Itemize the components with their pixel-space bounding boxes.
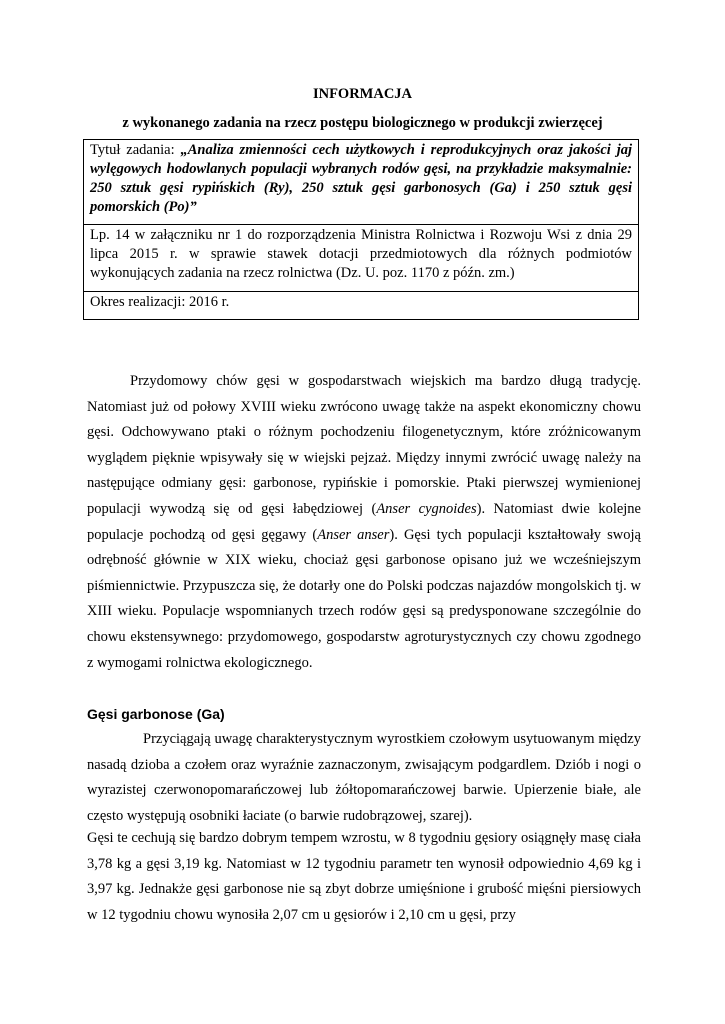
species-name-swan-goose: Anser cygnoides [376, 500, 477, 517]
legal-basis-cell: Lp. 14 w załączniku nr 1 do rozporządzenia Ministra Rolnictwa i Rozwoju Wsi z dnia 29 lipca 2015 r. w sprawie stawek dotacji przedmiotowych dla różnych podmiotów wykonujących zadania na rzecz rolnictwa (Dz. U. poz. 1170 z późn. zm.) [84, 224, 638, 291]
garbonose-description-paragraph: Przyciągają uwagę charakterystycznym wyrostkiem czołowym usytuowanym między nasadą dzioba a czołem oraz wyraźnie zaznaczonym, zwisającym podgardlem. Dziób i nogi o wyrazistej czerwonopomarańczowej lub żółtopomarańczowej barwie. Upierzenie białe, ale często występują osobniki łaciate (o barwie rudobrązowej, szarej). [87, 731, 641, 824]
task-title-text: „Analiza zmienności cech użytkowych i reprodukcyjnych oraz jakości jaj wylęgowych hodowlanych populacji wybranych rodów gęsi, na przykładzie maksymalnie: 250 sztuk gęsi rypińskich (Ry), 250 sztuk gęsi garbonosych (Ga) i 250 sztuk gęsi pomorskich (Po)” [90, 142, 632, 215]
section-heading-garbonose: Gęsi garbonose (Ga) [87, 706, 225, 722]
document-title: INFORMACJA [312, 86, 413, 102]
garbonose-growth-paragraph: Gęsi te cechują się bardzo dobrym tempem wzrostu, w 8 tygodniu gęsiory osiągnęły masę ciała 3,78 kg a gęsi 3,19 kg. Natomiast w 12 tygodniu parametr ten wynosił odpowiednio 4,69 kg i 3,97 kg. Jednakże gęsi garbonose nie są zbyt dobrze umięśnione i grubość mięśni piersiowych w 12 tygodniu chowu wynosiła 2,07 cm u gęsiorów i 2,10 cm u gęsi, przy [87, 830, 641, 923]
document-subtitle: z wykonanego zadania na rzecz postępu biologicznego w produkcji zwierzęcej [122, 115, 603, 131]
intro-paragraph [87, 369, 641, 676]
intro-text-part1: Przydomowy chów gęsi w gospodarstwach wiejskich ma bardzo długą tradycję. Natomiast już od połowy XVIII wieku zwrócono uwagę także na aspekt ekonomiczny chowu gęsi. Odchowywano ptaki o różnym pochodzeniu filogenetycznym, które zróżnicowanym wyglądem pięknie wpisywały się w wiejski pejzaż. Między innymi zwrócić uwagę należy na następujące odmiany gęsi: garbonose, rypińskie i pomorskie. Ptaki pierwszej wymienionej populacji wywodzą się od gęsi łabędziowej ( [87, 373, 641, 517]
realization-period-cell: Okres realizacji: 2016 r. [84, 291, 638, 319]
task-title-cell [84, 140, 638, 224]
species-name-greylag-goose: Anser anser [317, 526, 390, 543]
task-info-table [83, 139, 639, 320]
intro-text-part2: ). Natomiast dwie kolejne populacje pochodzą od gęsi gęgawy ( [87, 500, 641, 543]
intro-text-part3: ). Gęsi tych populacji kształtowały swoją odrębność głównie w XIX wieku, chociaż gęsi garbonose opisano już we wcześniejszym piśmiennictwie. Przypuszcza się, że dotarły one do Polski podczas najazdów mongolskich tj. w XIII wieku. Populacje wspomnianych trzech rodów gęsi są predysponowane szczególnie do chowu ekstensywnego: przydomowego, gospodarstw agroturystycznych czy chowu zgodnego z wymogami rolnictwa ekologicznego. [87, 526, 641, 671]
task-title-label: Tytuł zadania: [90, 142, 181, 158]
